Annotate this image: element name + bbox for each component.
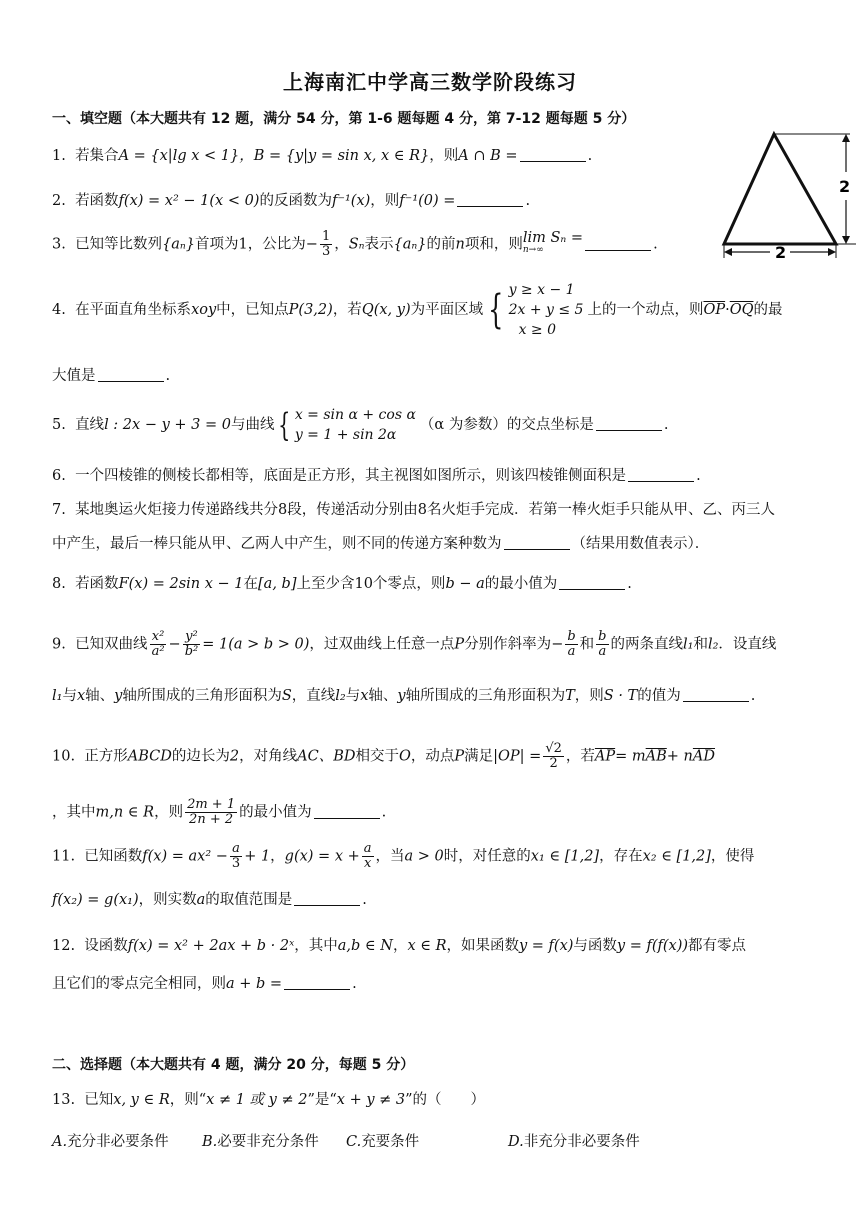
answer-blank <box>504 535 570 550</box>
answer-blank <box>284 975 350 990</box>
question-2: 2. 若函数f(x) = x² − 1(x < 0)的反函数为f⁻¹(x)，则f⁻¹(0) = . <box>52 193 531 209</box>
question-3: 3. 已知等比数列{aₙ}首项为1，公比为− $\frac{1}{3}$ ，Sₙ表示{aₙ}的前n项和，则 lim Sₙ = n→∞ . <box>52 229 658 259</box>
constraint-system: y ≥ x − 1 2x + y ≤ 5 x ≥ 0 <box>508 282 584 338</box>
question-10: 10. 正方形ABCD的边长为2，对角线AC、BD相交于O，动点P满足|OP| = $\frac{√2}{2}$ ，若$\overline{AP}= m\overline{AB}+ n\overline{AD}$ <box>52 741 716 771</box>
question-12: 12. 设函数f(x) = x² + 2ax + b · 2ˣ，其中a,b ∈ N，x ∈ R，如果函数y = f(x)与函数y = f(f(x))都有零点 <box>52 938 747 954</box>
question-8: 8. 若函数F(x) = 2sin x − 1在[a, b]上至少含10个零点，则b − a的最小值为 . <box>52 576 632 592</box>
answer-blank <box>559 575 625 590</box>
section-multiple-choice: 二、选择题（本大题共有 4 题，满分 20 分，每题 5 分） <box>52 1057 415 1073</box>
question-10-cont: ，其中m,n ∈ R，则 $\frac{2m + 1}{2n + 2}$ 的最小值为 . <box>52 797 387 827</box>
option-d[interactable]: D.非充分非必要条件 <box>508 1134 640 1150</box>
answer-blank <box>596 416 662 431</box>
answer-blank <box>585 236 651 251</box>
answer-blank <box>520 147 586 162</box>
option-a[interactable]: A.充分非必要条件 <box>52 1134 169 1150</box>
page-title: 上海南汇中学高三数学阶段练习 <box>283 70 577 94</box>
answer-blank <box>457 192 523 207</box>
answer-blank <box>98 367 164 382</box>
question-13-options <box>52 1132 640 1152</box>
answer-blank <box>314 804 380 819</box>
question-7-cont: 中产生，最后一棒只能从甲、乙两人中产生，则不同的传递方案种数为 （结果用数值表示）． <box>52 536 710 552</box>
question-4-cont: 大值是 . <box>52 368 171 384</box>
fraction: $\frac{1}{3}$ <box>321 229 331 259</box>
option-b[interactable]: B.必要非充分条件 <box>202 1134 319 1150</box>
front-view-figure <box>718 128 858 264</box>
option-c[interactable]: C.充要条件 <box>346 1134 420 1150</box>
question-1: 1. 若集合A = {x|lg x < 1}，B = {y|y = sin x, x ∈ R}，则A ∩ B = . <box>52 148 593 164</box>
section-fill-in: 一、填空题（本大题共有 12 题，满分 54 分，第 1-6 题每题 4 分，第 7-12 题每题 5 分） <box>52 111 636 127</box>
answer-blank <box>628 467 694 482</box>
question-11: 11. 已知函数f(x) = ax² − $\frac{a}{3}$ + 1，g(x) = x + $\frac{a}{x}$ ，当a > 0时，对任意的x₁ ∈ [1,2]，存在x₂ ∈ [1,2]，使得 <box>52 841 755 871</box>
width-label: 2 <box>775 243 787 262</box>
question-5: 5. 直线l : 2x − y + 3 = 0与曲线 { x = sin α + cos α y = 1 + sin 2α （α 为参数）的交点坐标是 . <box>52 406 669 444</box>
question-6: 6. 一个四棱锥的侧棱长都相等，底面是正方形，其主视图如图所示，则该四棱锥侧面积是 . <box>52 468 701 484</box>
question-13: 13. 已知x, y ∈ R，则“x ≠ 1 或 y ≠ 2”是“x + y ≠ 3”的（ ） <box>52 1092 486 1108</box>
question-9-cont: l₁与x轴、y轴所围成的三角形面积为S，直线l₂与x轴、y轴所围成的三角形面积为T，则S · T的值为 . <box>52 688 756 704</box>
question-4: 4. 在平面直角坐标系xoy中，已知点P(3,2)，若Q(x, y)为平面区域 { y ≥ x − 1 2x + y ≤ 5 x ≥ 0 上的一个动点，则$\overline{OP}\cdot\overline{OQ}$的最 <box>52 282 783 338</box>
question-11-cont: f(x₂) = g(x₁)，则实数a的取值范围是 . <box>52 892 367 908</box>
parametric-system: x = sin α + cos α y = 1 + sin 2α <box>294 407 416 443</box>
triangle-shape <box>724 134 836 244</box>
height-label: 2 <box>839 177 851 196</box>
answer-blank <box>294 891 360 906</box>
question-12-cont: 且它们的零点完全相同，则a + b = . <box>52 976 357 992</box>
question-9: 9. 已知双曲线 $\frac{\text{x²}}{\text{a²}}$ − $\frac{\text{y²}}{\text{b²}}$ = 1(a > b > 0)，过双曲线上任意一点P分别作斜率为− $\frac{b}{a}$ 和 $\frac{b}{a}$ 的两条直线l₁和l₂．设直线 <box>52 629 777 659</box>
answer-blank <box>683 687 749 702</box>
question-7: 7. 某地奥运火炬接力传递路线共分8段，传递活动分别由8名火炬手完成．若第一棒火炬手只能从甲、乙、丙三人 <box>52 502 776 518</box>
